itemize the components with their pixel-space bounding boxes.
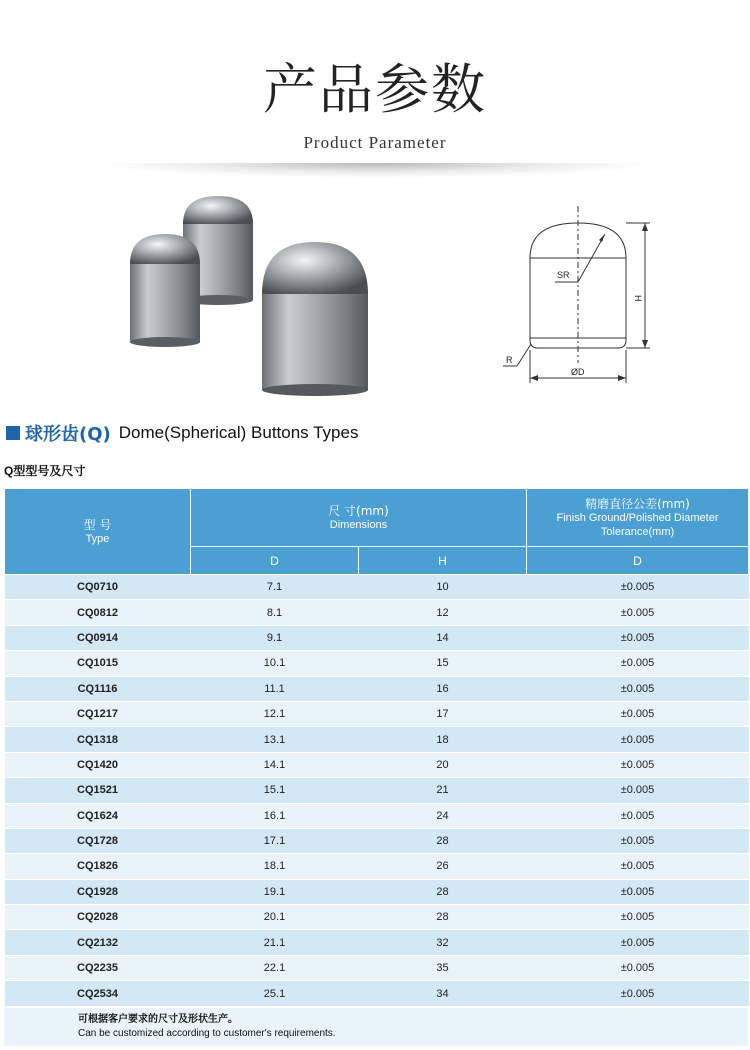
label-h: H bbox=[633, 295, 643, 302]
carbide-button-left bbox=[130, 234, 200, 347]
table-row bbox=[5, 625, 749, 650]
cell-type: CQ1318 bbox=[5, 727, 191, 752]
cell-diameter: 20.1 bbox=[191, 905, 359, 930]
cell-diameter: 18.1 bbox=[191, 854, 359, 879]
radius-leader bbox=[517, 344, 531, 366]
subheader-h: H bbox=[359, 547, 527, 575]
table-row bbox=[5, 905, 749, 930]
header-type bbox=[5, 489, 191, 575]
cell-tolerance: ±0.005 bbox=[527, 905, 749, 930]
cell-diameter: 14.1 bbox=[191, 752, 359, 777]
cell-height: 34 bbox=[359, 981, 527, 1006]
cell-type: CQ0914 bbox=[5, 625, 191, 650]
cell-diameter: 16.1 bbox=[191, 803, 359, 828]
section-heading bbox=[6, 420, 358, 446]
cell-height: 20 bbox=[359, 752, 527, 777]
table-row bbox=[5, 727, 749, 752]
table-row bbox=[5, 701, 749, 726]
cell-tolerance: ±0.005 bbox=[527, 981, 749, 1006]
cell-height: 10 bbox=[359, 575, 527, 600]
table-row bbox=[5, 955, 749, 980]
cell-tolerance: ±0.005 bbox=[527, 803, 749, 828]
header-dimensions bbox=[191, 489, 527, 547]
cell-diameter: 25.1 bbox=[191, 981, 359, 1006]
cell-type: CQ1728 bbox=[5, 828, 191, 853]
cell-tolerance: ±0.005 bbox=[527, 651, 749, 676]
header-tolerance-en1: Finish Ground/Polished Diameter bbox=[556, 511, 719, 524]
cell-diameter: 7.1 bbox=[191, 575, 359, 600]
section-subtitle: Q型型号及尺寸 bbox=[4, 464, 86, 478]
table-row bbox=[5, 778, 749, 803]
cell-height: 28 bbox=[359, 905, 527, 930]
cell-height: 14 bbox=[359, 625, 527, 650]
cell-height: 15 bbox=[359, 651, 527, 676]
header-tolerance-en2: Tolerance(mm) bbox=[600, 525, 675, 538]
subheader-d: D bbox=[191, 547, 359, 575]
cell-diameter: 15.1 bbox=[191, 778, 359, 803]
cell-tolerance: ±0.005 bbox=[527, 701, 749, 726]
header-tolerance bbox=[527, 489, 749, 547]
cell-type: CQ1217 bbox=[5, 701, 191, 726]
page-title-en: Product Parameter bbox=[303, 133, 447, 152]
table-row bbox=[5, 651, 749, 676]
cell-height: 32 bbox=[359, 930, 527, 955]
cell-tolerance: ±0.005 bbox=[527, 879, 749, 904]
cell-type: CQ2235 bbox=[5, 955, 191, 980]
cell-tolerance: ±0.005 bbox=[527, 854, 749, 879]
header-type-en: Type bbox=[85, 532, 110, 545]
label-d: ØD bbox=[571, 367, 585, 377]
product-photo bbox=[110, 190, 400, 400]
cell-diameter: 17.1 bbox=[191, 828, 359, 853]
label-r: R bbox=[506, 355, 513, 365]
header-dimensions-en: Dimensions bbox=[329, 518, 388, 531]
subheader-tol-d: D bbox=[527, 547, 749, 575]
section-title-cn: 球形齿(Q) bbox=[25, 424, 111, 445]
table-row bbox=[5, 752, 749, 777]
header-dimensions-cn: 尺 寸(mm) bbox=[328, 503, 389, 518]
cell-height: 28 bbox=[359, 828, 527, 853]
page-header bbox=[0, 55, 750, 153]
page-title-cn: 产品参数 bbox=[263, 58, 487, 121]
cell-tolerance: ±0.005 bbox=[527, 727, 749, 752]
section-title-en: Dome(Spherical) Buttons Types bbox=[118, 423, 359, 442]
cell-height: 26 bbox=[359, 854, 527, 879]
table-row bbox=[5, 981, 749, 1006]
cell-type: CQ2534 bbox=[5, 981, 191, 1006]
spec-table bbox=[4, 488, 749, 1006]
cell-tolerance: ±0.005 bbox=[527, 625, 749, 650]
table-row bbox=[5, 803, 749, 828]
carbide-button-right bbox=[262, 242, 368, 396]
header-tolerance-cn: 精磨直径公差(mm) bbox=[585, 496, 690, 511]
cell-diameter: 19.1 bbox=[191, 879, 359, 904]
cell-height: 18 bbox=[359, 727, 527, 752]
cell-type: CQ2132 bbox=[5, 930, 191, 955]
cell-height: 24 bbox=[359, 803, 527, 828]
cell-type: CQ1928 bbox=[5, 879, 191, 904]
cell-diameter: 9.1 bbox=[191, 625, 359, 650]
title-divider-shadow bbox=[110, 163, 640, 177]
cell-height: 21 bbox=[359, 778, 527, 803]
cell-height: 35 bbox=[359, 955, 527, 980]
table-row bbox=[5, 676, 749, 701]
cell-tolerance: ±0.005 bbox=[527, 600, 749, 625]
cell-diameter: 21.1 bbox=[191, 930, 359, 955]
cell-tolerance: ±0.005 bbox=[527, 930, 749, 955]
section-marker-icon bbox=[6, 426, 20, 440]
footnote-en: Can be customized according to customer's requirements. bbox=[78, 1028, 336, 1039]
cell-tolerance: ±0.005 bbox=[527, 752, 749, 777]
table-row bbox=[5, 600, 749, 625]
table-row bbox=[5, 828, 749, 853]
cell-height: 17 bbox=[359, 701, 527, 726]
table-row bbox=[5, 854, 749, 879]
cell-diameter: 12.1 bbox=[191, 701, 359, 726]
cell-tolerance: ±0.005 bbox=[527, 575, 749, 600]
cell-tolerance: ±0.005 bbox=[527, 778, 749, 803]
cell-diameter: 22.1 bbox=[191, 955, 359, 980]
cell-diameter: 11.1 bbox=[191, 676, 359, 701]
cell-type: CQ1521 bbox=[5, 778, 191, 803]
cell-height: 12 bbox=[359, 600, 527, 625]
table-row bbox=[5, 930, 749, 955]
cell-type: CQ1015 bbox=[5, 651, 191, 676]
footnote bbox=[4, 1008, 748, 1046]
cell-type: CQ1420 bbox=[5, 752, 191, 777]
label-sr: SR bbox=[557, 270, 570, 280]
cell-tolerance: ±0.005 bbox=[527, 676, 749, 701]
cell-diameter: 8.1 bbox=[191, 600, 359, 625]
header-type-cn: 型 号 bbox=[83, 517, 112, 532]
footnote-cn: 可根据客户要求的尺寸及形状生产。 bbox=[78, 1014, 238, 1025]
button-dimension-diagram bbox=[495, 198, 665, 388]
cell-tolerance: ±0.005 bbox=[527, 828, 749, 853]
cell-type: CQ1116 bbox=[5, 676, 191, 701]
cell-diameter: 10.1 bbox=[191, 651, 359, 676]
cell-tolerance: ±0.005 bbox=[527, 955, 749, 980]
cell-height: 16 bbox=[359, 676, 527, 701]
table-row bbox=[5, 575, 749, 600]
table-row bbox=[5, 879, 749, 904]
cell-type: CQ1826 bbox=[5, 854, 191, 879]
cell-type: CQ2028 bbox=[5, 905, 191, 930]
cell-type: CQ0710 bbox=[5, 575, 191, 600]
cell-height: 28 bbox=[359, 879, 527, 904]
cell-diameter: 13.1 bbox=[191, 727, 359, 752]
cell-type: CQ1624 bbox=[5, 803, 191, 828]
cell-type: CQ0812 bbox=[5, 600, 191, 625]
